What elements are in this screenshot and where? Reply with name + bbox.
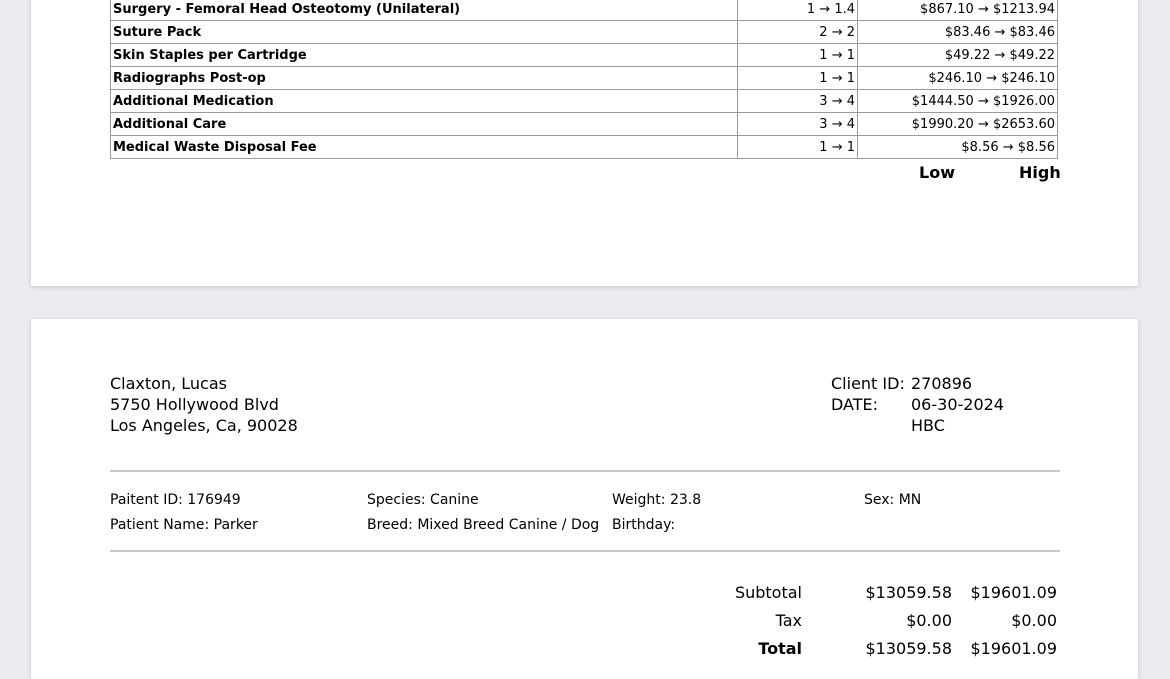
subtotal-low: $13059.58 [865, 583, 952, 602]
item-quantity: 3 → 4 [738, 90, 858, 113]
extra-spacer [831, 415, 911, 436]
item-description: Surgery - Femoral Head Osteotomy (Unilateral) [111, 0, 738, 21]
patient-name: Patient Name: Parker [110, 517, 258, 533]
table-row [111, 0, 1058, 21]
clinic-code: HBC [911, 416, 945, 435]
total-high: $19601.09 [970, 639, 1057, 658]
item-price: $867.10 → $1213.94 [858, 0, 1058, 21]
item-price: $83.46 → $83.46 [858, 21, 1058, 44]
line-items-body [111, 0, 1058, 159]
client-id-row [831, 373, 1004, 394]
client-id-label: Client ID: [831, 374, 905, 393]
item-price: $8.56 → $8.56 [858, 136, 1058, 159]
tax-label: Tax [775, 611, 802, 630]
client-address-block [110, 373, 298, 436]
item-description: Skin Staples per Cartridge [111, 44, 738, 67]
total-label: Total [758, 639, 802, 658]
patient-birthday: Birthday: [612, 517, 676, 533]
patient-species: Species: Canine [367, 492, 479, 508]
client-id-value: 270896 [911, 374, 973, 393]
table-row [111, 44, 1058, 67]
patient-breed: Breed: Mixed Breed Canine / Dog [367, 517, 600, 533]
table-row [111, 90, 1058, 113]
range-low-heading: Low [919, 163, 955, 182]
patient-sex: Sex: MN [864, 492, 922, 508]
item-description: Suture Pack [111, 21, 738, 44]
date-label: DATE: [831, 395, 879, 414]
estimate-page-1 [31, 0, 1138, 286]
patient-weight: Weight: 23.8 [612, 492, 702, 508]
item-quantity: 1 → 1 [738, 44, 858, 67]
item-description: Additional Care [111, 113, 738, 136]
total-low: $13059.58 [865, 639, 952, 658]
client-id-block [831, 373, 1004, 436]
item-description: Radiographs Post-op [111, 67, 738, 90]
item-description: Additional Medication [111, 90, 738, 113]
item-description: Medical Waste Disposal Fee [111, 136, 738, 159]
item-price: $1990.20 → $2653.60 [858, 113, 1058, 136]
table-row [111, 21, 1058, 44]
item-quantity: 1 → 1 [738, 67, 858, 90]
tax-high: $0.00 [1011, 611, 1057, 630]
extra-row [831, 415, 1004, 436]
date-row [831, 394, 1004, 415]
item-quantity: 2 → 2 [738, 21, 858, 44]
tax-low: $0.00 [906, 611, 952, 630]
divider [110, 550, 1060, 552]
subtotal-label: Subtotal [734, 583, 802, 602]
estimate-page-2 [31, 319, 1138, 679]
item-price: $49.22 → $49.22 [858, 44, 1058, 67]
table-row [111, 67, 1058, 90]
range-high-heading: High [1019, 163, 1061, 182]
divider [110, 470, 1060, 472]
patient-id: Paitent ID: 176949 [110, 492, 241, 508]
client-address-line2: Los Angeles, Ca, 90028 [110, 416, 298, 435]
item-quantity: 3 → 4 [738, 113, 858, 136]
line-items-table [110, 0, 1058, 159]
item-quantity: 1 → 1.4 [738, 0, 858, 21]
item-price: $246.10 → $246.10 [858, 67, 1058, 90]
item-quantity: 1 → 1 [738, 136, 858, 159]
date-value: 06-30-2024 [911, 395, 1004, 414]
table-row [111, 136, 1058, 159]
subtotal-high: $19601.09 [970, 583, 1057, 602]
item-price: $1444.50 → $1926.00 [858, 90, 1058, 113]
client-name: Claxton, Lucas [110, 374, 227, 393]
table-row [111, 113, 1058, 136]
client-address-line1: 5750 Hollywood Blvd [110, 395, 279, 414]
